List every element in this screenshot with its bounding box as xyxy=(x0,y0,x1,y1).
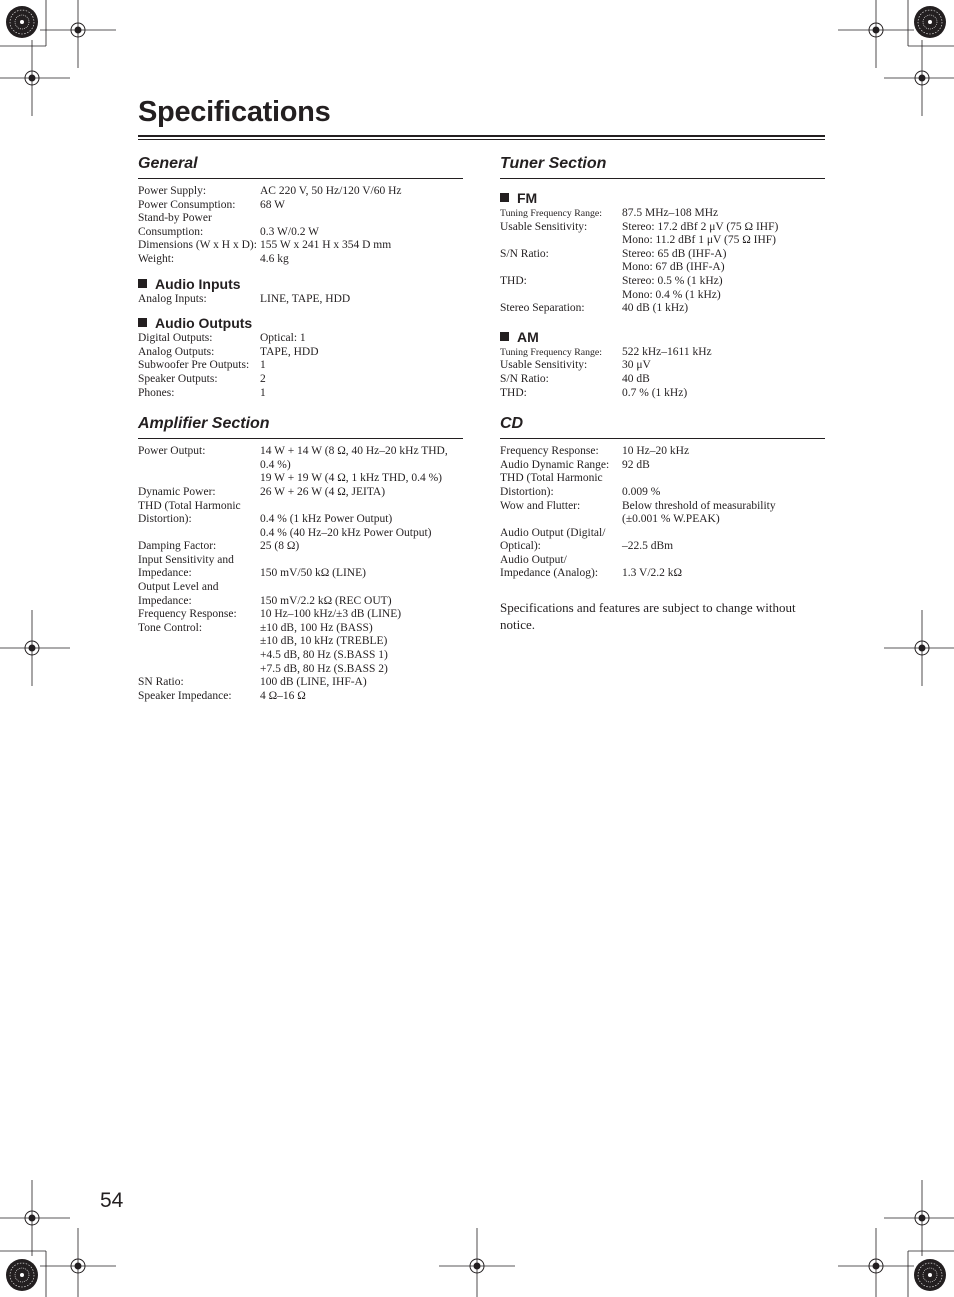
spec-value: Stereo: 65 dB (IHF-A) xyxy=(622,247,727,260)
spec-label: Analog Outputs: xyxy=(138,345,215,358)
spec-value: 68 W xyxy=(260,198,286,211)
spec-value: 1 xyxy=(260,359,266,372)
spec-row xyxy=(500,275,825,289)
burst-icon-top-left xyxy=(6,6,38,38)
disclaimer-note: Specifications and features are subject to change without notice. xyxy=(500,600,796,633)
spec-value: 40 dB (1 kHz) xyxy=(622,302,689,315)
spec-value: ±10 dB, 100 Hz (BASS) xyxy=(260,621,373,634)
spec-label xyxy=(500,513,622,527)
spec-row xyxy=(138,239,463,253)
spec-label: Audio Output (Digital/ xyxy=(500,526,606,539)
spec-label: Audio Output/ xyxy=(500,553,567,566)
spec-row xyxy=(138,513,463,527)
spec-value xyxy=(260,554,463,568)
spec-value: +7.5 dB, 80 Hz (S.BASS 2) xyxy=(260,662,388,675)
spec-row xyxy=(500,221,825,235)
spec-value: 1.3 V/2.2 kΩ xyxy=(622,567,683,580)
spec-value: 4.6 kg xyxy=(260,252,289,265)
spec-value: Below threshold of measurability xyxy=(622,499,776,512)
spec-value: 100 dB (LINE, IHF-A) xyxy=(260,676,367,689)
cd-spec-list xyxy=(500,445,825,581)
spec-value xyxy=(622,554,825,568)
spec-value xyxy=(260,212,463,226)
spec-label: Digital Outputs: xyxy=(138,332,213,345)
spec-row xyxy=(138,226,463,240)
crosshair-icon xyxy=(0,610,70,686)
spec-label xyxy=(138,527,260,541)
spec-label: THD (Total Harmonic xyxy=(500,472,603,485)
spec-label: Impedance: xyxy=(138,567,192,580)
spec-row xyxy=(138,649,463,663)
spec-label xyxy=(138,649,260,663)
spec-label: Usable Sensitivity: xyxy=(500,359,588,372)
spec-value: 92 dB xyxy=(622,458,650,471)
spec-value: 0.3 W/0.2 W xyxy=(260,225,319,238)
crosshair-icon xyxy=(838,0,914,68)
spec-label: Subwoofer Pre Outputs: xyxy=(138,359,250,372)
subsection-title-am: AM xyxy=(500,328,825,346)
spec-value: Optical: 1 xyxy=(260,332,306,345)
section-title-cd: CD xyxy=(500,414,825,439)
spec-value: 40 dB xyxy=(622,372,650,385)
spec-label xyxy=(500,261,622,275)
spec-label: Analog Inputs: xyxy=(138,292,207,305)
spec-row xyxy=(500,387,825,401)
spec-row xyxy=(138,199,463,213)
spec-label: Impedance (Analog): xyxy=(500,567,599,580)
spec-label xyxy=(500,289,622,303)
spec-row xyxy=(138,540,463,554)
crosshair-icon xyxy=(40,1228,116,1297)
fm-spec-list xyxy=(500,207,825,316)
spec-label: Input Sensitivity and xyxy=(138,553,234,566)
spec-row xyxy=(138,332,463,346)
spec-label: THD (Total Harmonic xyxy=(138,499,241,512)
spec-label: Speaker Outputs: xyxy=(138,372,218,385)
spec-row xyxy=(500,289,825,303)
crosshair-icon xyxy=(439,1228,515,1297)
spec-row xyxy=(138,635,463,649)
spec-row xyxy=(138,445,463,459)
spec-row xyxy=(138,595,463,609)
spec-value: 150 mV/50 kΩ (LINE) xyxy=(260,567,366,580)
spec-value: 0.4 %) xyxy=(260,458,291,471)
spec-value: 0.4 % (1 kHz Power Output) xyxy=(260,513,393,526)
spec-value: (±0.001 % W.PEAK) xyxy=(622,513,720,526)
spec-label: Damping Factor: xyxy=(138,540,217,553)
burst-icon-bottom-right xyxy=(914,1259,946,1291)
spec-row xyxy=(138,554,463,568)
spec-value: 150 mV/2.2 kΩ (REC OUT) xyxy=(260,594,392,607)
spec-row xyxy=(500,346,825,360)
spec-value: +4.5 dB, 80 Hz (S.BASS 1) xyxy=(260,649,388,662)
spec-row xyxy=(138,663,463,677)
spec-row xyxy=(500,540,825,554)
spec-label: Speaker Impedance: xyxy=(138,689,232,702)
spec-label: S/N Ratio: xyxy=(500,247,549,260)
spec-value: 14 W + 14 W (8 Ω, 40 Hz–20 kHz THD, xyxy=(260,445,448,458)
spec-label: Usable Sensitivity: xyxy=(500,220,588,233)
spec-value: 1 xyxy=(260,386,266,399)
spec-label: Frequency Response: xyxy=(500,445,599,458)
spec-value: 0.4 % (40 Hz–20 kHz Power Output) xyxy=(260,526,432,539)
section-title-general: General xyxy=(138,154,463,179)
crosshair-icon xyxy=(884,40,954,116)
spec-label xyxy=(138,459,260,473)
square-bullet-icon xyxy=(500,332,509,341)
page-title: Specifications xyxy=(138,96,331,128)
spec-row xyxy=(138,212,463,226)
spec-row xyxy=(138,359,463,373)
spec-row xyxy=(138,387,463,401)
spec-label: Dynamic Power: xyxy=(138,485,216,498)
spec-value: 2 xyxy=(260,372,266,385)
right-column xyxy=(500,154,825,646)
spec-row xyxy=(500,486,825,500)
spec-label: Audio Dynamic Range: xyxy=(500,458,610,471)
spec-value: 30 μV xyxy=(622,359,651,372)
spec-row xyxy=(500,261,825,275)
spec-label xyxy=(500,234,622,248)
square-bullet-icon xyxy=(138,279,147,288)
spec-row xyxy=(138,185,463,199)
spec-value: 522 kHz–1611 kHz xyxy=(622,345,712,358)
spec-label: Impedance: xyxy=(138,594,192,607)
crosshair-icon xyxy=(884,610,954,686)
spec-label: Power Consumption: xyxy=(138,198,236,211)
spec-value xyxy=(260,581,463,595)
spec-value: AC 220 V, 50 Hz/120 V/60 Hz xyxy=(260,185,402,197)
left-column xyxy=(138,154,463,703)
spec-row xyxy=(500,472,825,486)
spec-value: LINE, TAPE, HDD xyxy=(260,292,351,305)
spec-value: TAPE, HDD xyxy=(260,345,319,358)
crosshair-icon xyxy=(40,0,116,68)
spec-value: Stereo: 0.5 % (1 kHz) xyxy=(622,274,723,287)
spec-value: 4 Ω–16 Ω xyxy=(260,689,306,702)
spec-row xyxy=(500,527,825,541)
spec-label: Weight: xyxy=(138,252,175,265)
spec-label: S/N Ratio: xyxy=(500,372,549,385)
spec-row xyxy=(138,622,463,636)
section-title-tuner: Tuner Section xyxy=(500,154,825,179)
spec-row xyxy=(500,248,825,262)
spec-value xyxy=(622,527,825,541)
spec-row xyxy=(138,567,463,581)
crosshair-icon xyxy=(884,1180,954,1256)
spec-label: Stereo Separation: xyxy=(500,302,585,315)
spec-label: Distortion): xyxy=(138,513,192,526)
spec-row xyxy=(138,486,463,500)
spec-value: 19 W + 19 W (4 Ω, 1 kHz THD, 0.4 %) xyxy=(260,472,442,485)
spec-label: SN Ratio: xyxy=(138,676,184,689)
spec-value: 0.7 % (1 kHz) xyxy=(622,386,688,399)
spec-label: Stand-by Power xyxy=(138,212,212,225)
spec-value: ±10 dB, 10 kHz (TREBLE) xyxy=(260,635,388,648)
spec-row xyxy=(138,676,463,690)
burst-icon-bottom-left xyxy=(6,1259,38,1291)
spec-label: Tuning Frequency Range: xyxy=(500,208,602,219)
spec-row xyxy=(500,554,825,568)
spec-label: Tuning Frequency Range: xyxy=(500,346,602,358)
spec-value: 87.5 MHz–108 MHz xyxy=(622,207,719,219)
burst-icon-top-right xyxy=(914,6,946,38)
spec-label xyxy=(138,472,260,486)
square-bullet-icon xyxy=(138,318,147,327)
spec-row xyxy=(138,293,463,307)
spec-label: Frequency Response: xyxy=(138,608,237,621)
spec-value: Mono: 0.4 % (1 kHz) xyxy=(622,288,721,301)
spec-value: 0.009 % xyxy=(622,485,661,498)
spec-row xyxy=(138,459,463,473)
spec-value: 26 W + 26 W (4 Ω, JEITA) xyxy=(260,485,386,498)
page-number: 54 xyxy=(100,1189,124,1212)
spec-row xyxy=(138,253,463,267)
section-title-amplifier: Amplifier Section xyxy=(138,414,463,439)
spec-label: Phones: xyxy=(138,386,175,399)
crosshair-icon xyxy=(838,1228,914,1297)
subsection-title-audio-inputs: Audio Inputs xyxy=(138,275,463,293)
title-rule-thin xyxy=(138,139,825,140)
subsection-title-fm: FM xyxy=(500,189,825,207)
spec-value xyxy=(260,500,463,514)
spec-value: Mono: 11.2 dBf 1 μV (75 Ω IHF) xyxy=(622,234,776,247)
spec-row xyxy=(500,234,825,248)
spec-row xyxy=(138,690,463,704)
spec-value: Mono: 67 dB (IHF-A) xyxy=(622,261,725,274)
spec-value: 155 W x 241 H x 354 D mm xyxy=(260,239,392,252)
crosshair-icon xyxy=(0,1180,70,1256)
spec-label: Output Level and xyxy=(138,581,219,594)
spec-label xyxy=(138,663,260,677)
spec-value xyxy=(622,472,825,486)
spec-row xyxy=(138,373,463,387)
audio-inputs-spec-list xyxy=(138,293,463,307)
audio-outputs-spec-list xyxy=(138,332,463,400)
spec-row xyxy=(500,513,825,527)
spec-label: Wow and Flutter: xyxy=(500,499,581,512)
spec-value: 10 Hz–20 kHz xyxy=(622,445,690,458)
spec-row xyxy=(138,608,463,622)
spec-row xyxy=(500,567,825,581)
spec-value: 25 (8 Ω) xyxy=(260,540,300,553)
spec-value: 10 Hz–100 kHz/±3 dB (LINE) xyxy=(260,608,402,621)
spec-row xyxy=(138,472,463,486)
crosshair-icon xyxy=(0,40,70,116)
amplifier-spec-list xyxy=(138,445,463,703)
general-spec-list xyxy=(138,185,463,267)
spec-row xyxy=(138,581,463,595)
subsection-title-audio-outputs: Audio Outputs xyxy=(138,314,463,332)
spec-row xyxy=(500,500,825,514)
am-spec-list xyxy=(500,346,825,400)
spec-row xyxy=(500,445,825,459)
spec-label: Power Output: xyxy=(138,445,206,458)
spec-row xyxy=(500,459,825,473)
spec-row xyxy=(500,302,825,316)
spec-row xyxy=(138,500,463,514)
spec-value: Stereo: 17.2 dBf 2 μV (75 Ω IHF) xyxy=(622,220,779,233)
spec-label xyxy=(138,635,260,649)
spec-row xyxy=(138,346,463,360)
spec-row xyxy=(138,527,463,541)
spec-row xyxy=(500,207,825,221)
spec-row xyxy=(500,359,825,373)
spec-row xyxy=(500,373,825,387)
spec-label: Tone Control: xyxy=(138,621,203,634)
spec-label: THD: xyxy=(500,274,527,287)
spec-value: –22.5 dBm xyxy=(622,540,674,553)
spec-label: THD: xyxy=(500,386,527,399)
spec-label: Distortion): xyxy=(500,485,554,498)
title-rule xyxy=(138,135,825,137)
spec-label: Optical): xyxy=(500,540,541,553)
spec-label: Power Supply: xyxy=(138,185,207,197)
square-bullet-icon xyxy=(500,193,509,202)
spec-label: Consumption: xyxy=(138,225,204,238)
spec-label: Dimensions (W x H x D): xyxy=(138,239,257,252)
